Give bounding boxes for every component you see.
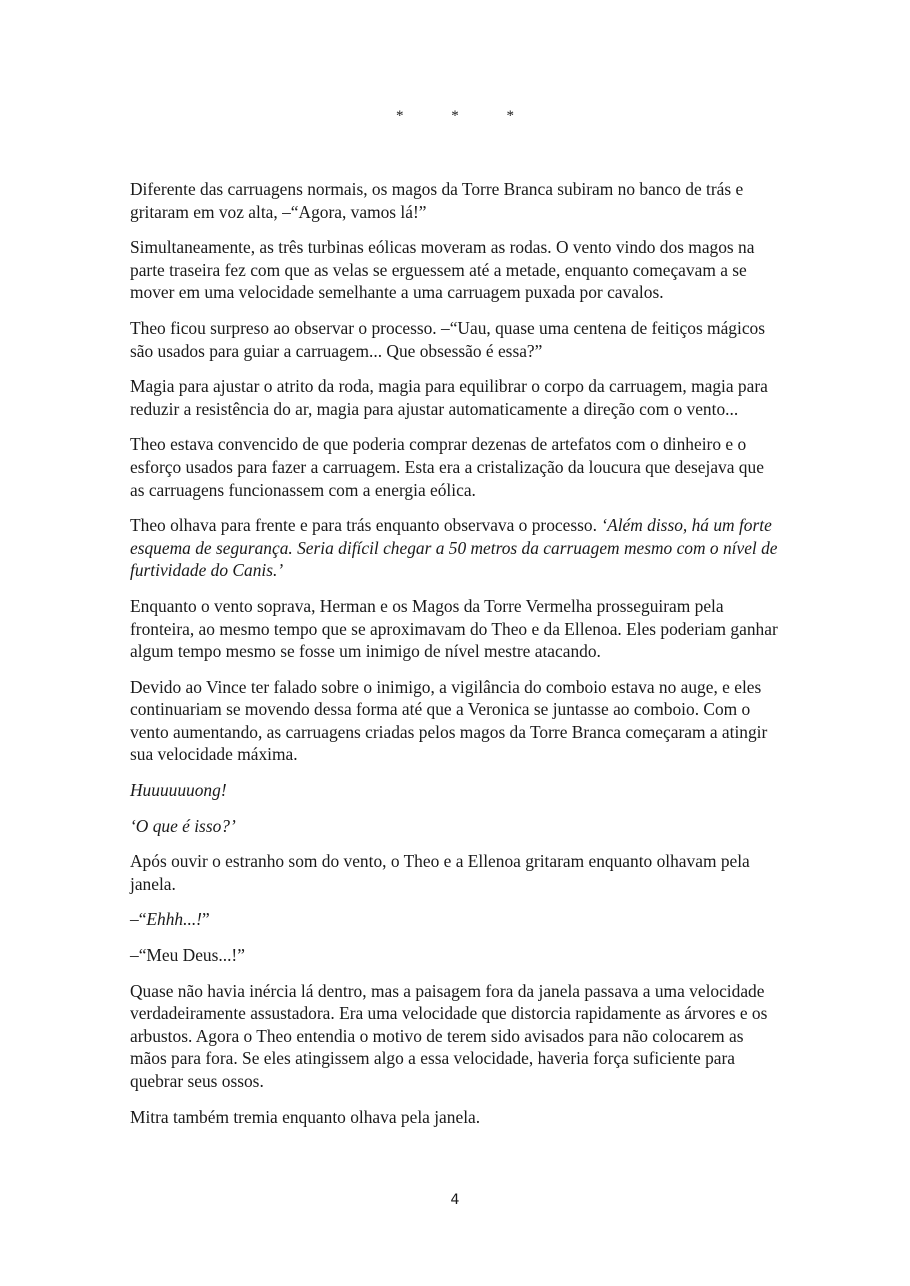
paragraph [130,514,782,582]
paragraph: Quase não havia inércia lá dentro, mas a paisagem fora da janela passava a uma velocidade verdadeiramente assustadora. Era uma velocidade que distorcia rapidamente as árvores e os arbustos. Agora o Theo entendia o motivo de terem sido avisados para não colocarem as mãos para fora. Se eles atingissem algo a essa velocidade, haveria força suficiente para quebrar seus ossos. [130,980,768,1091]
dialogue-italic: Ehhh...! [146,909,202,930]
paragraph: Diferente das carruagens normais, os magos da Torre Branca subiram no banco de trás e gritaram em voz alta, –“Agora, vamos lá!” [130,179,744,222]
dialogue-line [130,908,782,931]
paragraph: Devido ao Vince ter falado sobre o inimigo, a vigilância do comboio estava no auge, e eles continuariam se movendo dessa forma até que a Veronica se juntasse ao comboio. Com o vento aumentando, as carruagens criadas pelos magos da Torre Branca começaram a atingir sua velocidade máxima. [130,676,768,765]
paragraph: Mitra também tremia enquanto olhava pela janela. [130,1106,481,1127]
page-number: 4 [450,1192,460,1208]
italic-thought: ‘O que é isso?’ [130,815,236,836]
quote-open: –“ [130,909,147,930]
dialogue-line: –“Meu Deus...!” [130,945,245,966]
paragraph: Magia para ajustar o atrito da roda, magia para equilibrar o corpo da carruagem, magia para reduzir a resistência do ar, magia para ajustar automaticamente a direção com o vento... [130,376,768,419]
paragraph: Após ouvir o estranho som do vento, o Theo e a Ellenoa gritaram enquanto olhavam pela janela. [130,851,750,894]
italic-thought: ‘Além disso, há um forte esquema de segurança. Seria difícil chegar a 50 metros da carruagem mesmo com o nível de furtividade do Canis.’ [130,515,778,581]
section-separator: * * * [396,108,536,124]
paragraph-text: Theo olhava para frente e para trás enquanto observava o processo. [130,515,602,536]
paragraph: Simultaneamente, as três turbinas eólicas moveram as rodas. O vento vindo dos magos na parte traseira fez com que as velas se erguessem até a metade, enquanto começavam a se mover em uma velocidade semelhante a uma carruagem puxada por cavalos. [130,237,755,303]
paragraph: Theo ficou surpreso ao observar o processo. –“Uau, quase uma centena de feitiços mágicos são usados para guiar a carruagem... Que obsessão é essa?” [130,317,766,361]
quote-close: ” [201,909,210,930]
paragraph: Enquanto o vento soprava, Herman e os Magos da Torre Vermelha prosseguiram pela fronteira, ao mesmo tempo que se aproximavam do Theo e da Ellenoa. Eles poderiam ganhar algum tempo mesmo se fosse um inimigo de nível mestre atacando. [130,595,778,662]
document-body [130,178,782,1141]
sound-effect: Huuuuuuong! [130,780,227,801]
paragraph: Theo estava convencido de que poderia comprar dezenas de artefatos com o dinheiro e o esforço usados para fazer a carruagem. Esta era a cristalização da loucura que desejava que as carruagens funcionassem com a energia eólica. [130,434,764,500]
